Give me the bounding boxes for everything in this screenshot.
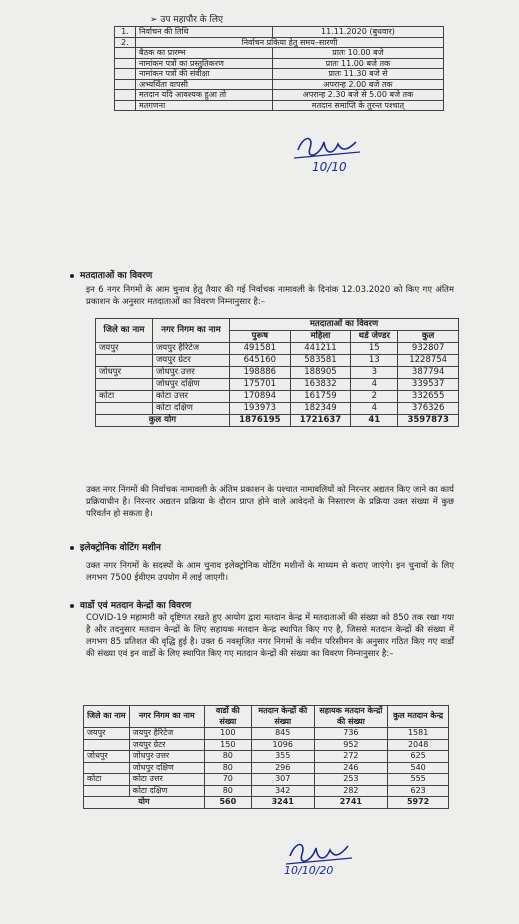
voters-district <box>96 355 153 367</box>
signature-2-date: 10/10/20 <box>284 864 334 877</box>
schedule-label: बैठक का प्रारम्भ <box>136 48 273 59</box>
voters-corp: कोटा उत्तर <box>153 391 230 403</box>
voters-row <box>96 355 459 367</box>
h-total: कुल <box>398 331 459 343</box>
voters-female: 188905 <box>290 367 351 379</box>
schedule-label: मतदान यदि आवश्यक हुआ तो <box>136 90 273 101</box>
schedule-label: मतगणना <box>136 100 273 111</box>
voters-heading <box>70 268 152 281</box>
wards-aux: 282 <box>314 785 388 797</box>
schedule-sno <box>115 79 136 90</box>
h3-total: कुल मतदान केन्द्र <box>388 706 449 728</box>
voters-total: 932807 <box>398 343 459 355</box>
wards-corp: कोटा दक्षिण <box>129 785 204 797</box>
schedule-sno <box>115 48 136 59</box>
wards-aux: 246 <box>314 762 388 774</box>
schedule-row <box>115 37 444 48</box>
voters-district <box>96 379 153 391</box>
wards-table <box>83 705 449 809</box>
voters-male: 198886 <box>230 367 291 379</box>
wards-total: 2048 <box>388 739 449 751</box>
wards-district: जयपुर <box>84 728 130 740</box>
schedule-value: मतदान समाप्ति के तुरन्त पश्चात् <box>272 100 443 111</box>
voters-district: जयपुर <box>96 343 153 355</box>
evm-heading-text: इलेक्ट्रोनिक वोटिंग मशीन <box>80 543 161 553</box>
schedule-row <box>115 100 444 111</box>
wards-corp: जोधपुर उत्तर <box>129 751 204 763</box>
voters-note: उक्त नगर निगमों की निर्वाचक नामावली के अंतिम प्रकाशन के पश्चात नामावलियों को निरन्तर अद्यतन किए जाने का कार्य प्रक्रियाधीन है। निरन्तर अद्यतन प्रक्रिया के दौरान प्राप्त होने वाले आवेदनों के निस्तारण के प्रक्रिया उक्त संख्या में कुछ परिवर्तन हो सकता है। <box>86 485 454 519</box>
h-male: पुरूष <box>230 331 291 343</box>
wards-row <box>84 728 449 740</box>
schedule-row <box>115 90 444 101</box>
h3-booths: मतदान केन्द्रों की संख्या <box>251 706 314 728</box>
signature-1-date: 10/10 <box>312 160 347 174</box>
wards-total: 623 <box>388 785 449 797</box>
wards-heading-text: वार्डो एवं मतदान केन्द्रों का विवरण <box>80 601 192 611</box>
wards-aux: 253 <box>314 774 388 786</box>
voters-total: 339537 <box>398 379 459 391</box>
h3-aux: सहायक मतदान केन्द्रों की संख्या <box>314 706 388 728</box>
wards-paragraph: COVID-19 महामारी को दृष्टिगत रखते हुए आयोग द्वारा मतदान केन्द्र में मतदाताओं की संख्या को 850 तक रखा गया है और तदनुसार मतदान केन्द्रों के लिए सहायक मतदान केन्द्र स्थापित किए गए है, जिससे मतदान केन्द्रों की संख्या में लगभग 85 प्रतिशत की वृद्धि हुई है। उक्त 6 नवसृजित नगर निगमों के नवीन परिसीमन के अनुसार गठित किए गए वार्डों की संख्या एवं इन वार्डों के लिए स्थापित किए गए मतदान केन्द्रों की संख्या का विवरण निम्नानुसार है:– <box>86 613 454 659</box>
schedule-sno <box>115 58 136 69</box>
voters-corp: जोधपुर उत्तर <box>153 367 230 379</box>
voters-total: 332655 <box>398 391 459 403</box>
schedule-label: निर्वाचन प्रकिया हेतु समय–सारणी <box>136 37 444 48</box>
voters-third: 15 <box>351 343 398 355</box>
voters-corp: जयपुर हैरिटेज <box>153 343 230 355</box>
wards-district <box>84 785 130 797</box>
voters-female: 182349 <box>290 403 351 415</box>
voters-district: कोटा <box>96 391 153 403</box>
voters-heading-text: मतदाताओं का विवरण <box>80 271 153 281</box>
schedule-label: नामांकन पत्रों की संवीक्षा <box>136 69 273 80</box>
voters-female: 163832 <box>290 379 351 391</box>
voters-total: 1228754 <box>398 355 459 367</box>
wards-booths: 1096 <box>251 739 314 751</box>
schedule-sno <box>115 69 136 80</box>
deputy-mayor-heading: ➢ उप महापौर के लिए <box>150 15 223 25</box>
voters-corp: जोधपुर दक्षिण <box>153 379 230 391</box>
wards-booths: 296 <box>251 762 314 774</box>
wards-aux: 952 <box>314 739 388 751</box>
schedule-row <box>115 58 444 69</box>
h-voters-group: मतदाताओं का विवरण <box>230 319 459 331</box>
h3-district: जिले का नाम <box>84 706 130 728</box>
schedule-row <box>115 69 444 80</box>
voters-district <box>96 403 153 415</box>
evm-heading <box>70 540 161 553</box>
voters-male: 175701 <box>230 379 291 391</box>
wards-count: 70 <box>204 774 251 786</box>
wards-total-row: योग 560 3241 2741 5972 <box>84 797 449 809</box>
schedule-value: प्रातः 11.00 बजे तक <box>272 58 443 69</box>
voters-district: जोधपुर <box>96 367 153 379</box>
wards-total: 1581 <box>388 728 449 740</box>
wards-count: 80 <box>204 785 251 797</box>
wards-row <box>84 785 449 797</box>
schedule-row <box>115 48 444 59</box>
schedule-value: प्रातः 11.30 बजे से <box>272 69 443 80</box>
schedule-value: अपरान्ह 2.00 बजे तक <box>272 79 443 90</box>
voters-third: 13 <box>351 355 398 367</box>
wards-total: 540 <box>388 762 449 774</box>
wards-row <box>84 762 449 774</box>
voters-third: 2 <box>351 391 398 403</box>
voters-total-row: कुल योग 1876195 1721637 41 3597873 <box>96 415 459 427</box>
schedule-label: निर्वाचन की तिथि <box>136 27 273 38</box>
schedule-row <box>115 27 444 38</box>
schedule-sno <box>115 100 136 111</box>
voters-total: 376326 <box>398 403 459 415</box>
voters-total: 387794 <box>398 367 459 379</box>
voters-female: 583581 <box>290 355 351 367</box>
voters-corp: जयपुर ग्रेटर <box>153 355 230 367</box>
wards-count: 80 <box>204 762 251 774</box>
wards-aux: 272 <box>314 751 388 763</box>
wards-district: कोटा <box>84 774 130 786</box>
schedule-row <box>115 79 444 90</box>
wards-total: 555 <box>388 774 449 786</box>
voters-row <box>96 343 459 355</box>
wards-aux: 736 <box>314 728 388 740</box>
wards-row <box>84 774 449 786</box>
wards-booths: 342 <box>251 785 314 797</box>
wards-booths: 355 <box>251 751 314 763</box>
schedule-value: अपरान्ह 2.30 बजे से 5.00 बजे तक <box>272 90 443 101</box>
voters-row <box>96 379 459 391</box>
schedule-sno: 1. <box>115 27 136 38</box>
voters-female: 161759 <box>290 391 351 403</box>
voters-row <box>96 403 459 415</box>
h-corp: नगर निगम का नाम <box>153 319 230 343</box>
voters-male: 491581 <box>230 343 291 355</box>
wards-district <box>84 762 130 774</box>
wards-corp: कोटा उत्तर <box>129 774 204 786</box>
voters-third: 4 <box>351 403 398 415</box>
wards-booths: 845 <box>251 728 314 740</box>
wards-count: 80 <box>204 751 251 763</box>
voters-row <box>96 367 459 379</box>
wards-corp: जयपुर ग्रेटर <box>129 739 204 751</box>
h-female: महिला <box>290 331 351 343</box>
h-district: जिले का नाम <box>96 319 153 343</box>
voters-paragraph: इन 6 नगर निगमों के आम चुनाव हेतु तैयार की गई निर्वाचक नामावली के दिनांक 12.03.2020 को किए गए अंतिम प्रकाशन के अनुसार मतदाताओं का विवरण निम्नानुसार है:– <box>86 285 454 307</box>
schedule-value: प्रातः 10.00 बजे <box>272 48 443 59</box>
wards-district <box>84 739 130 751</box>
voters-male: 170894 <box>230 391 291 403</box>
wards-booths: 307 <box>251 774 314 786</box>
voters-third: 4 <box>351 379 398 391</box>
voters-male: 193973 <box>230 403 291 415</box>
voters-corp: कोटा दक्षिण <box>153 403 230 415</box>
wards-count: 150 <box>204 739 251 751</box>
wards-district: जोधपुर <box>84 751 130 763</box>
schedule-value: 11.11.2020 (बुधवार) <box>272 27 443 38</box>
wards-heading <box>70 598 191 611</box>
voters-table <box>95 318 459 427</box>
wards-row <box>84 751 449 763</box>
wards-total: 625 <box>388 751 449 763</box>
wards-corp: जयपुर हैरिटेज <box>129 728 204 740</box>
schedule-label: नामांकन पत्रों का प्रस्तुतिकरण <box>136 58 273 69</box>
evm-paragraph: उक्त नगर निगमों के सदस्यों के आम चुनाव इलेक्ट्रोनिक वोटिंग मशीनों के माध्यम से कराए जाएंगे। इन चुनावों के लिए लगभग 7500 ईवीएम उपयोग में लाई जाएगी। <box>86 561 454 583</box>
schedule-label: अभ्यर्थिता वापसी <box>136 79 273 90</box>
voters-row <box>96 391 459 403</box>
schedule-table <box>114 26 444 111</box>
h-third: थर्ड जेण्डर <box>351 331 398 343</box>
schedule-sno <box>115 90 136 101</box>
h3-corp: नगर निगम का नाम <box>129 706 204 728</box>
wards-row <box>84 739 449 751</box>
schedule-sno: 2. <box>115 37 136 48</box>
voters-female: 441211 <box>290 343 351 355</box>
h3-wards: वार्डो की संख्या <box>204 706 251 728</box>
wards-corp: जोधपुर दक्षिण <box>129 762 204 774</box>
wards-count: 100 <box>204 728 251 740</box>
voters-third: 3 <box>351 367 398 379</box>
voters-male: 645160 <box>230 355 291 367</box>
